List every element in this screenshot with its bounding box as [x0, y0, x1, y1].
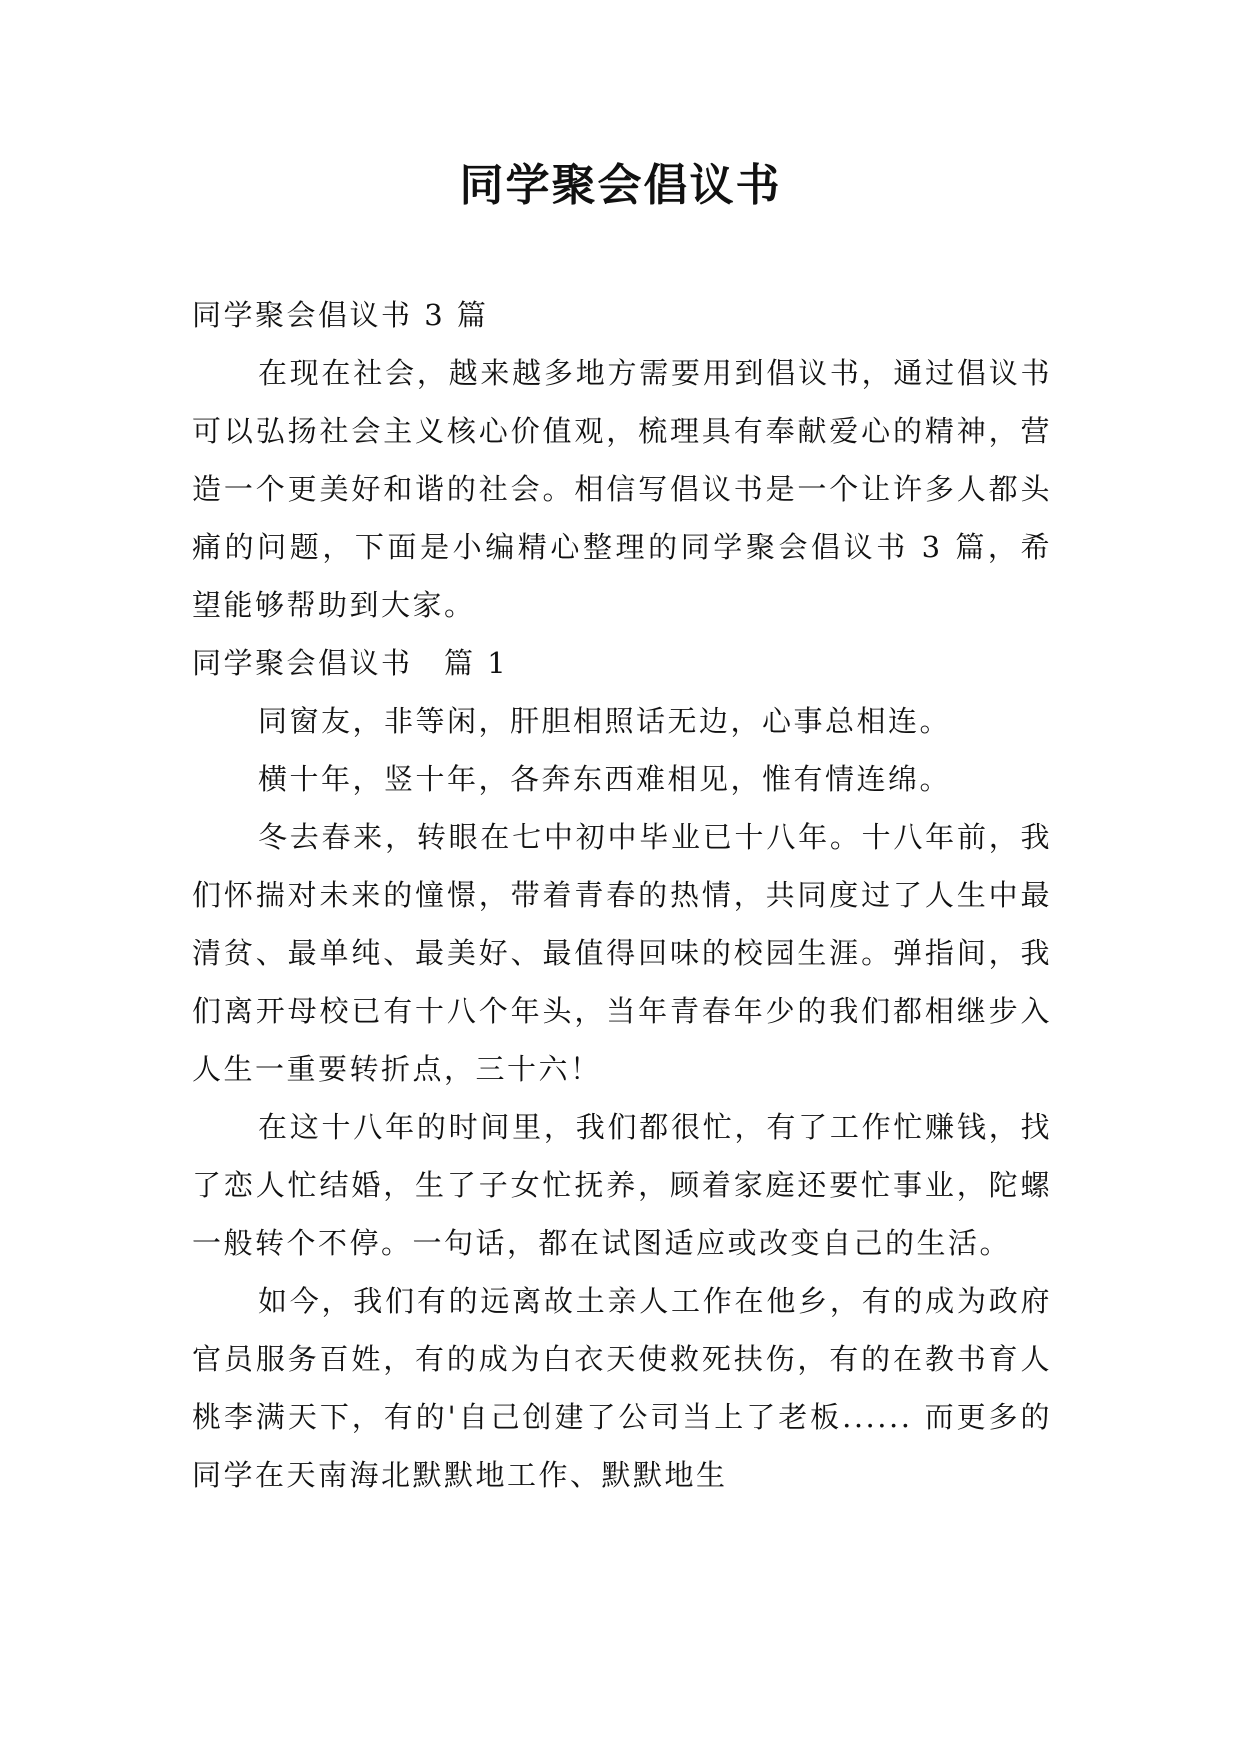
- body-paragraph: 横十年，竖十年，各奔东西难相见，惟有情连绵。: [258, 762, 952, 796]
- section-heading: 同学聚会倡议书 篇 1: [192, 646, 509, 680]
- body-paragraph: 在这十八年的时间里，我们都很忙，有了工作忙赚钱，找了恋人忙结婚，生了子女忙抚养，顾着家庭还要忙事业，陀螺一般转个不停。一句话，都在试图适应或改变自己的生活。: [192, 1110, 1052, 1260]
- body-paragraph: 同窗友，非等闲，肝胆相照话无边，心事总相连。: [258, 704, 952, 738]
- document-title: 同学聚会倡议书: [459, 160, 782, 211]
- intro-paragraph: 在现在社会，越来越多地方需要用到倡议书，通过倡议书可以弘扬社会主义核心价值观，梳理具有奉献爱心的精神，营造一个更美好和谐的社会。相信写倡议书是一个让许多人都头痛的问题，下面是小编精心整理的同学聚会倡议书 3 篇，希望能够帮助到大家。: [192, 356, 1052, 622]
- body-paragraph: 如今，我们有的远离故土亲人工作在他乡，有的成为政府官员服务百姓，有的成为白衣天使救死扶伤，有的在教书育人桃李满天下，有的'自己创建了公司当上了老板...... 而更多的同学在天南海北默默地工作、默默地生: [192, 1284, 1052, 1492]
- body-paragraph: 冬去春来，转眼在七中初中毕业已十八年。十八年前，我们怀揣对未来的憧憬，带着青春的热情，共同度过了人生中最清贫、最单纯、最美好、最值得回味的校园生涯。弹指间，我们离开母校已有十八个年头，当年青春年少的我们都相继步入人生一重要转折点，三十六！: [192, 820, 1052, 1086]
- document-body: [192, 286, 1052, 1504]
- main-heading: 同学聚会倡议书 3 篇: [192, 298, 489, 332]
